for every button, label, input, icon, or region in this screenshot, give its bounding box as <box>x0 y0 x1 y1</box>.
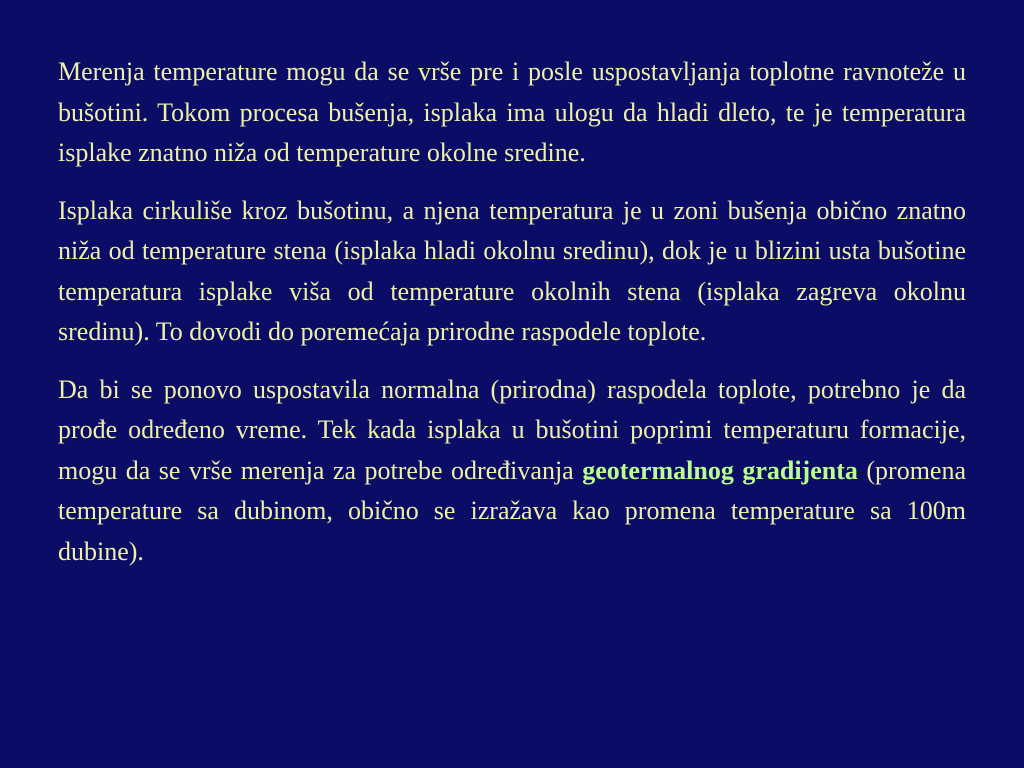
paragraph-geothermal-gradient <box>58 370 966 573</box>
geothermal-gradient-highlight: geotermalnog gradijenta <box>582 455 858 485</box>
paragraph-temperature-measurements: Merenja temperature mogu da se vrše pre i posle uspostavljanja toplotne ravnoteže u bušotini. Tokom procesa bušenja, isplaka ima ulogu da hladi dleto, te je temperatura isplake znatno niža od temperature okolne sredine. <box>58 57 966 167</box>
paragraph-text-before-highlight: Da bi se ponovo uspostavila normalna (prirodna) raspodela toplote, potrebno je da prođe određeno vreme. Tek kada isplaka u bušotini poprimi temperaturu formacije, mogu da se vrše merenja za potrebe određivanja <box>58 374 966 485</box>
paragraph-text-after-highlight: (promena temperature sa dubinom, obično se izražava kao promena temperature sa 100m dubine). <box>58 455 967 566</box>
paragraph-mud-circulation: Isplaka cirkuliše kroz bušotinu, a njena temperatura je u zoni bušenja obično znatno niža od temperature stena (isplaka hladi okolnu sredinu), dok je u blizini usta bušotine temperatura isplake viša od temperature okolnih stena (isplaka zagreva okolnu sredinu). To dovodi do poremećaja prirodne raspodele toplote. <box>58 195 966 346</box>
